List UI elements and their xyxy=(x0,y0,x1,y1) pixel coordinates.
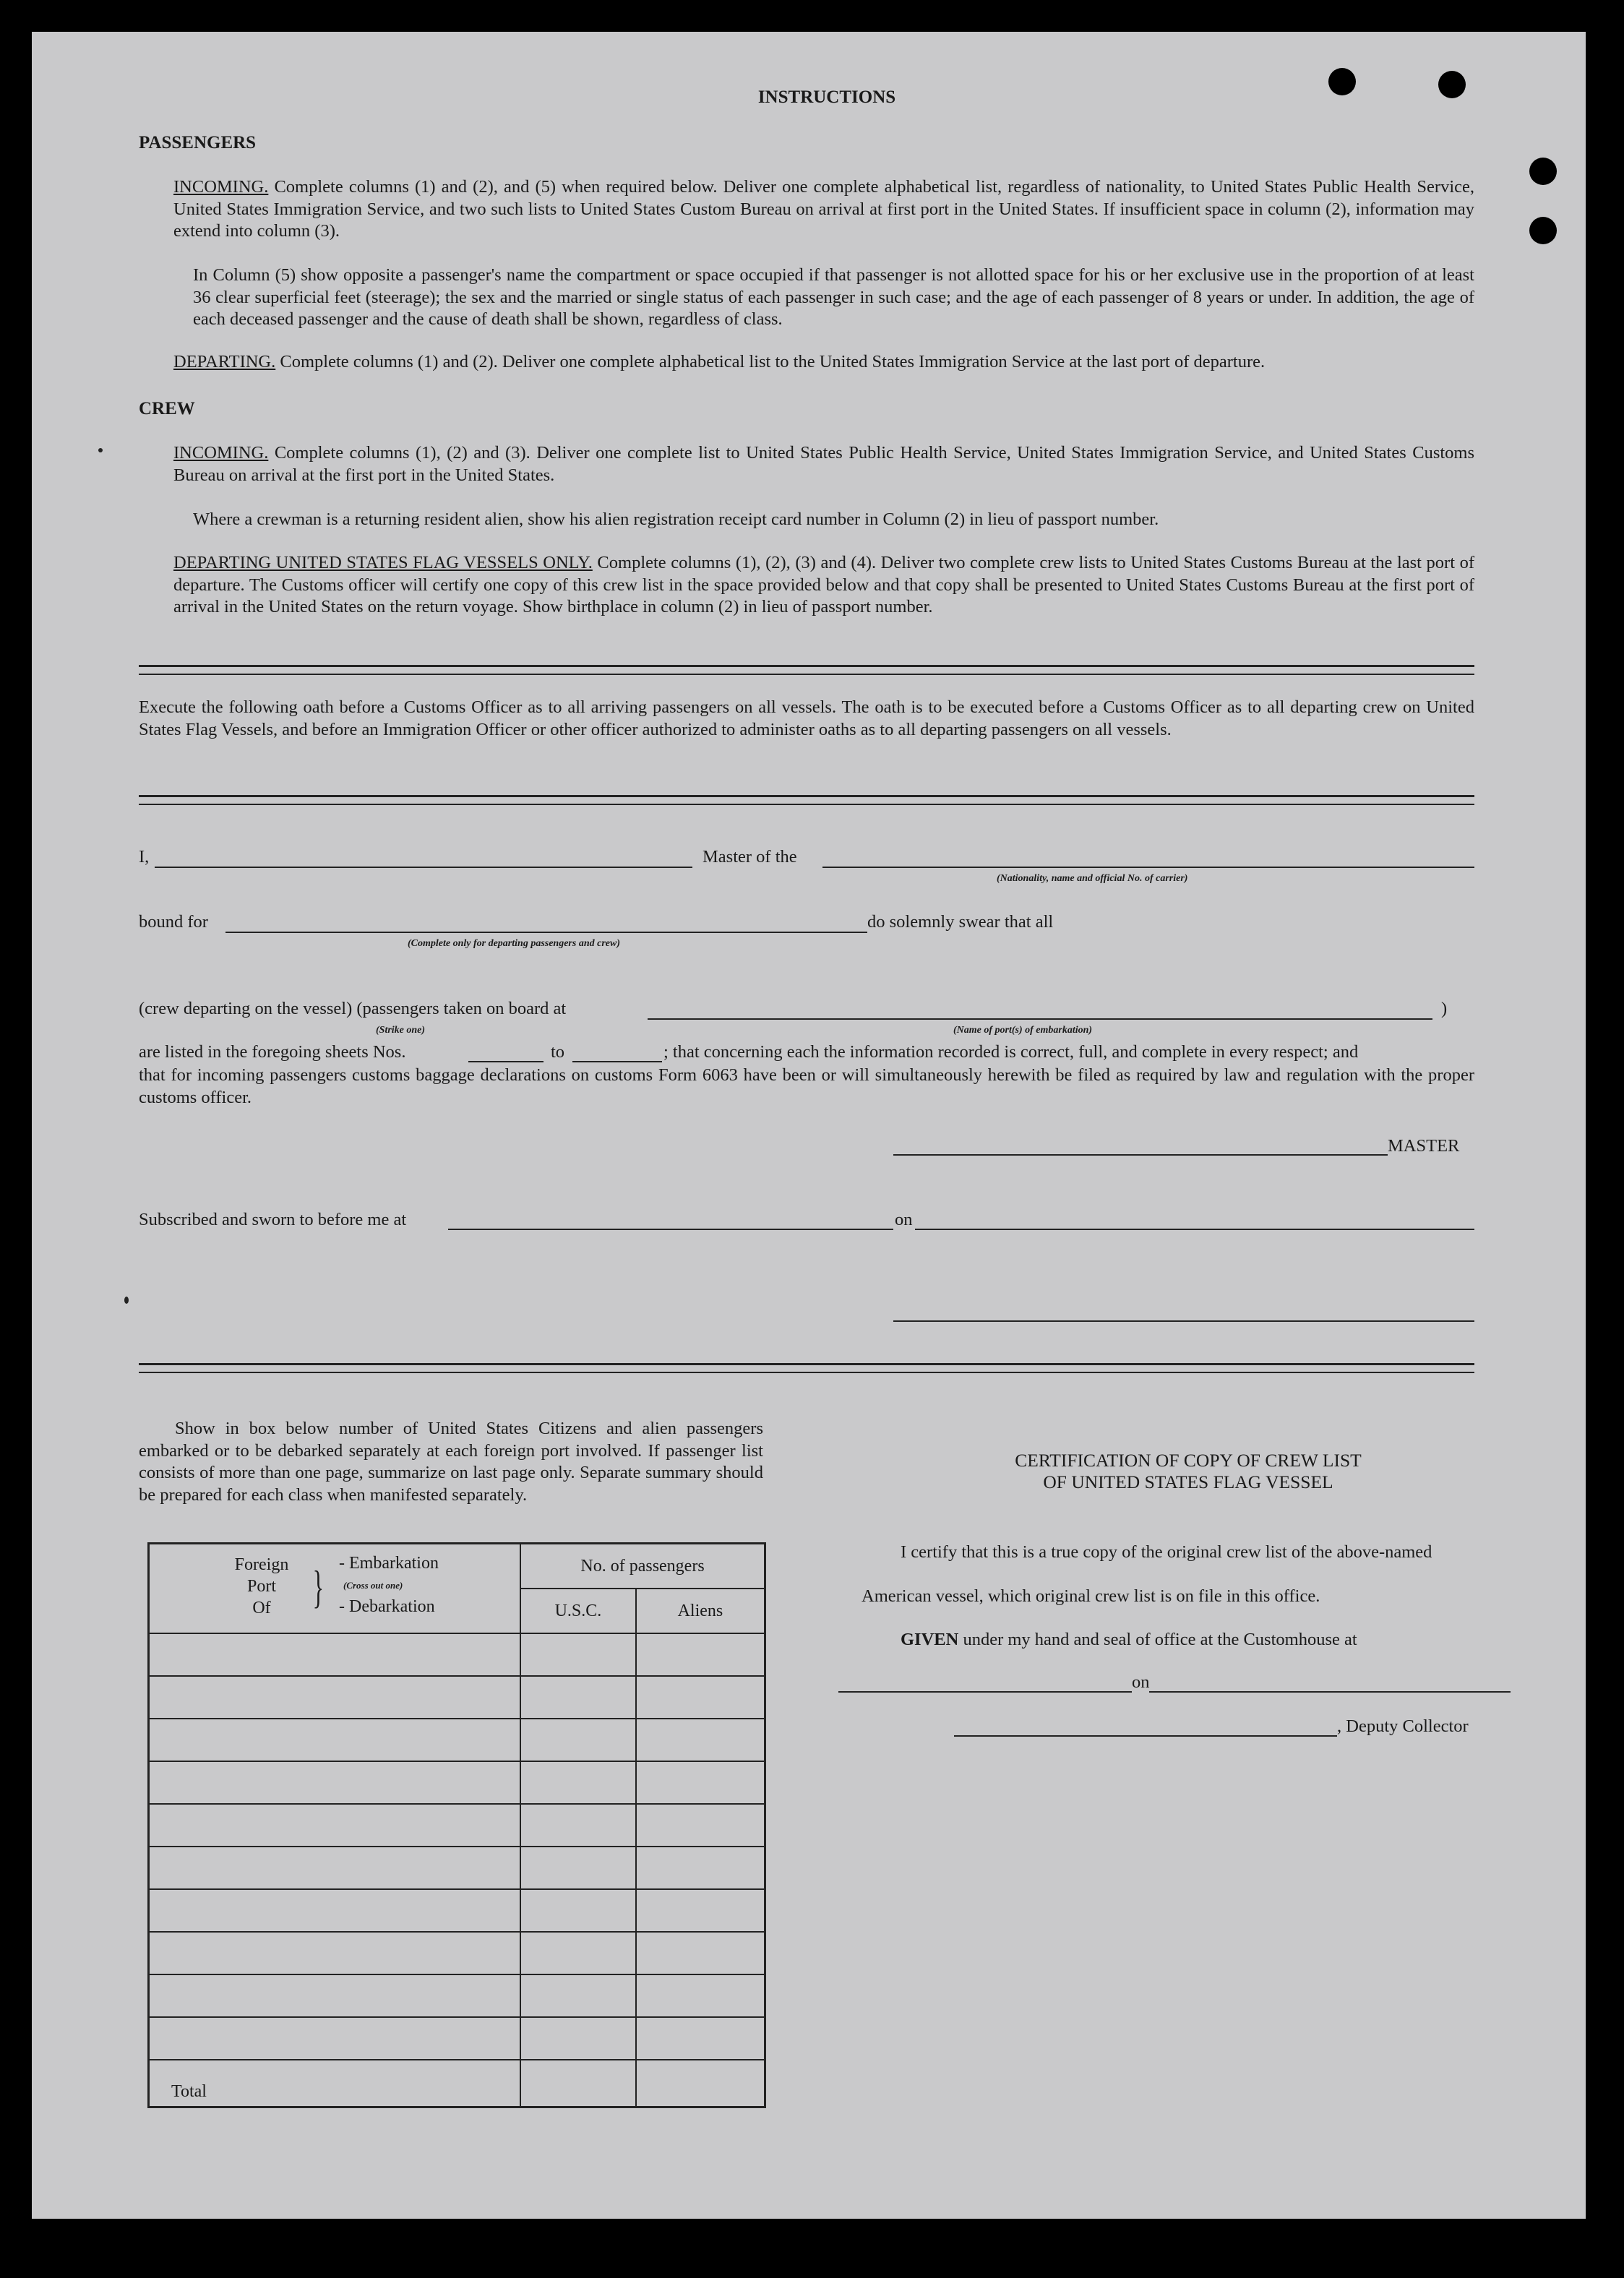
port-cell[interactable] xyxy=(149,1974,521,2017)
carrier-field[interactable] xyxy=(822,867,1474,868)
oath-intro-paragraph: Execute the following oath before a Customs Officer as to all arriving passengers on all vessels. The oath is to be executed before a Customs Officer as to all departing crew on United States Flag Vessels, and before an Immigration Officer or other officer authorized to administer oaths as to all departing passengers on all vessels. xyxy=(139,697,1474,739)
passengers-incoming-paragraph xyxy=(173,176,1474,243)
passengers-departing-label: DEPARTING. xyxy=(173,352,276,371)
certify-text: I certify that this is a true copy of the original crew list of the above-named xyxy=(901,1542,1432,1562)
aliens-cell[interactable] xyxy=(636,1889,765,1932)
passengers-column5-paragraph: In Column (5) show opposite a passenger's name the compartment or space occupied if that passenger is not allotted space for his or her exclusive use in the proportion of at least 36 clear superficial feet (steerage); the sex and the married or single status of each passenger in such case; and the age of each passenger of 8 years or under. In addition, the age of each deceased passenger and the cause of death shall be shown, regardless of class. xyxy=(193,265,1474,329)
nationality-caption: (Nationality, name and official No. of carrier) xyxy=(997,873,1188,884)
summary-instructions: Show in box below number of United States Citizens and alien passengers embarked or to be debarked separately at each foreign port involved. If passenger list consists of more than one page, summarize on last page only. Separate summary should be prepared for each class when manifested separately. xyxy=(139,1419,763,1505)
usc-cell[interactable] xyxy=(520,1719,636,1761)
listed-to-text: to xyxy=(551,1042,565,1062)
usc-cell[interactable] xyxy=(520,1847,636,1889)
crew-incoming-label: INCOMING. xyxy=(173,443,269,463)
embarkation-port-field[interactable] xyxy=(648,1018,1432,1020)
subscribed-label: Subscribed and sworn to before me at xyxy=(139,1210,407,1229)
sworn-place-field[interactable] xyxy=(448,1229,893,1230)
table-row xyxy=(149,1889,765,1932)
passenger-summary-table xyxy=(147,1542,766,2108)
foreign-port-of-label: Foreign Port Of xyxy=(234,1555,289,1617)
usc-cell[interactable] xyxy=(520,2017,636,2060)
table-total-row xyxy=(149,2060,765,2107)
crew-departing-label: DEPARTING UNITED STATES FLAG VESSELS ONLY. xyxy=(173,553,593,572)
cert-on-label: on xyxy=(1132,1672,1150,1692)
port-cell[interactable] xyxy=(149,1633,521,1676)
usc-cell[interactable] xyxy=(520,1932,636,1974)
listed-pre-text: are listed in the foregoing sheets Nos. xyxy=(139,1042,406,1062)
deputy-collector-label: , Deputy Collector xyxy=(1337,1716,1469,1736)
crew-incoming-paragraph xyxy=(173,442,1474,486)
form-page xyxy=(32,32,1586,2219)
punch-hole xyxy=(1529,217,1557,244)
port-cell[interactable] xyxy=(149,2017,521,2060)
table-row xyxy=(149,1761,765,1804)
sheet-to-field[interactable] xyxy=(572,1061,662,1062)
strike-caption: (Strike one) xyxy=(376,1025,426,1036)
brace-icon: } xyxy=(312,1561,325,1612)
master-name-field[interactable] xyxy=(155,867,692,868)
usc-header: U.S.C. xyxy=(520,1589,636,1633)
sworn-on-label: on xyxy=(895,1210,913,1229)
customhouse-field[interactable] xyxy=(838,1691,1132,1693)
port-header-cell xyxy=(149,1544,521,1634)
bound-for-caption: (Complete only for departing passengers and crew) xyxy=(408,938,620,949)
given-line xyxy=(901,1630,1357,1650)
port-cell[interactable] xyxy=(149,1847,521,1889)
aliens-cell[interactable] xyxy=(636,1719,765,1761)
cross-out-caption: (Cross out one) xyxy=(343,1580,403,1591)
port-caption: (Name of port(s) of embarkation) xyxy=(953,1025,1093,1036)
crew-departing-text: Complete columns (1), (2), (3) and (4). Deliver two complete crew lists to United States Customs Bureau at the last port of departure. The Customs officer will certify one copy of this crew list in the space provided below and that copy shall be presented to United States Customs Bureau at the first port of arrival in the United States on the return voyage. Show birthplace in column (2) in lieu of passport number. xyxy=(173,553,1474,616)
master-signature-label: MASTER xyxy=(1388,1136,1460,1156)
table-row xyxy=(149,1719,765,1761)
sheet-from-field[interactable] xyxy=(468,1061,544,1062)
speck xyxy=(124,1297,129,1304)
speck xyxy=(98,448,103,452)
certification-title: CERTIFICATION OF COPY OF CREW LIST OF UNITED STATES FLAG VESSEL xyxy=(1015,1450,1362,1492)
bound-for-label: bound for xyxy=(139,912,208,932)
sworn-date-field[interactable] xyxy=(915,1229,1474,1230)
port-cell[interactable] xyxy=(149,1719,521,1761)
aliens-cell[interactable] xyxy=(636,1974,765,2017)
table-row xyxy=(149,1633,765,1676)
table-row xyxy=(149,1804,765,1847)
no-of-passengers-header: No. of passengers xyxy=(520,1544,765,1589)
double-rule xyxy=(139,1363,1474,1373)
swear-label: do solemnly swear that all xyxy=(867,912,1054,932)
master-of-label: Master of the xyxy=(703,847,797,867)
american-vessel-text: American vessel, which original crew list is on file in this office. xyxy=(862,1586,1320,1606)
port-cell[interactable] xyxy=(149,1761,521,1804)
given-label: GIVEN xyxy=(901,1630,959,1649)
cert-date-field[interactable] xyxy=(1149,1691,1511,1693)
port-cell[interactable] xyxy=(149,1932,521,1974)
table-row xyxy=(149,2017,765,2060)
oath-i-label: I, xyxy=(139,847,150,867)
port-cell[interactable] xyxy=(149,1676,521,1719)
total-label: Total xyxy=(149,2060,521,2107)
instructions-heading: INSTRUCTIONS xyxy=(757,87,896,107)
usc-cell[interactable] xyxy=(520,1974,636,2017)
table-row xyxy=(149,1974,765,2017)
crew-resident-paragraph: Where a crewman is a returning resident alien, show his alien registration receipt card number in Column (2) in lieu of passport number. xyxy=(193,510,1159,529)
debarkation-label: - Debarkation xyxy=(339,1597,435,1616)
double-rule xyxy=(139,665,1474,675)
aliens-cell[interactable] xyxy=(636,2017,765,2060)
double-rule xyxy=(139,795,1474,805)
close-paren: ) xyxy=(1441,999,1448,1018)
passengers-departing-paragraph xyxy=(173,351,1474,374)
aliens-cell[interactable] xyxy=(636,1847,765,1889)
usc-cell[interactable] xyxy=(520,1676,636,1719)
crew-departing-paragraph xyxy=(173,552,1474,619)
table-row xyxy=(149,1676,765,1719)
aliens-total-cell[interactable] xyxy=(636,2060,765,2107)
crew-passengers-label: (crew departing on the vessel) (passengers taken on board at xyxy=(139,999,567,1018)
passengers-incoming-text: Complete columns (1) and (2), and (5) when required below. Deliver one complete alphabetical list, regardless of nationality, to United States Public Health Service, United States Immigration Service, and two such lists to United States Custom Bureau on arrival at first port in the United States. If insufficient space in column (2), information may extend into column (3). xyxy=(173,177,1475,241)
port-cell[interactable] xyxy=(149,1804,521,1847)
punch-hole xyxy=(1529,158,1557,185)
passengers-departing-text: Complete columns (1) and (2). Deliver one complete alphabetical list to the United States Immigration Service at the last port of departure. xyxy=(280,352,1266,371)
deputy-collector-signature-field[interactable] xyxy=(954,1735,1337,1737)
aliens-cell[interactable] xyxy=(636,1633,765,1676)
listed-rest-text: that for incoming passengers customs baggage declarations on customs Form 6063 have been or will simultaneously herewith be filed as required by law and regulation with the proper customs officer. xyxy=(139,1065,1474,1107)
listed-post-text: ; that concerning each the information recorded is correct, full, and complete in every respect; and xyxy=(663,1042,1359,1062)
usc-cell[interactable] xyxy=(520,1761,636,1804)
given-text: under my hand and seal of office at the Customhouse at xyxy=(963,1630,1357,1649)
table-row xyxy=(149,1932,765,1974)
master-signature-field[interactable] xyxy=(893,1154,1388,1156)
aliens-header: Aliens xyxy=(636,1589,765,1633)
aliens-cell[interactable] xyxy=(636,1804,765,1847)
table-header-row xyxy=(149,1544,765,1589)
port-cell[interactable] xyxy=(149,1889,521,1932)
crew-section-title: CREW xyxy=(139,399,195,418)
officer-signature-field[interactable] xyxy=(893,1320,1474,1322)
passengers-section-title: PASSENGERS xyxy=(139,133,257,152)
crew-incoming-text: Complete columns (1), (2) and (3). Deliver one complete list to United States Public Health Service, United States Immigration Service, and United States Customs Bureau on arrival at the first port in the United States. xyxy=(173,443,1474,485)
bound-for-field[interactable] xyxy=(225,932,867,933)
usc-cell[interactable] xyxy=(520,1804,636,1847)
aliens-cell[interactable] xyxy=(636,1676,765,1719)
table-row xyxy=(149,1847,765,1889)
passengers-incoming-label: INCOMING. xyxy=(173,177,269,197)
aliens-cell[interactable] xyxy=(636,1761,765,1804)
embarkation-label: - Embarkation xyxy=(339,1554,439,1573)
aliens-cell[interactable] xyxy=(636,1932,765,1974)
usc-cell[interactable] xyxy=(520,1889,636,1932)
usc-total-cell[interactable] xyxy=(520,2060,636,2107)
usc-cell[interactable] xyxy=(520,1633,636,1676)
